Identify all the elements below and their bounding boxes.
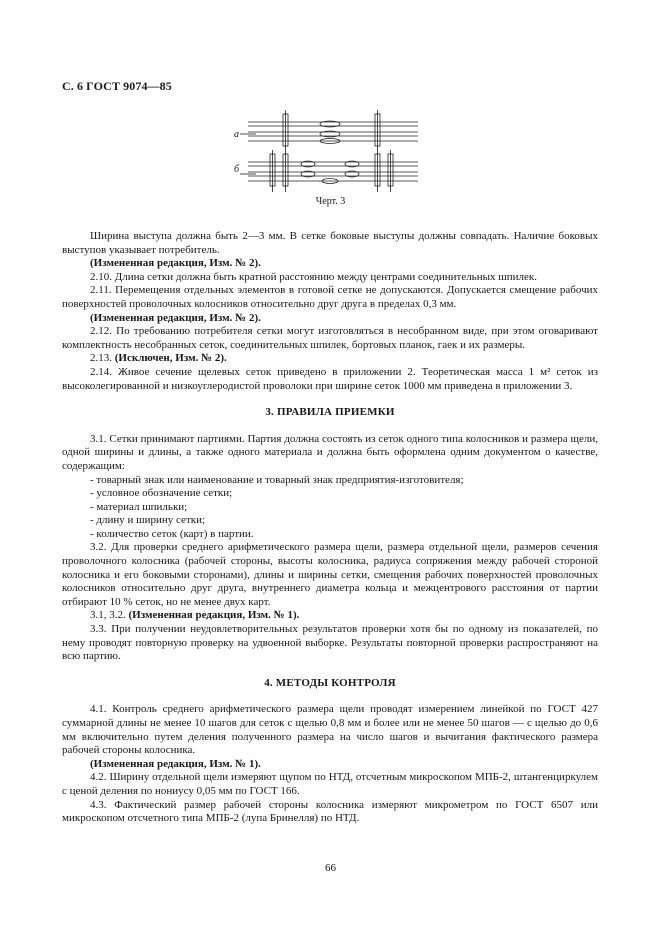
paragraph-3-2: 3.2. Для проверки среднего арифметического размера щели, размера отдельной щели, размеров сечения проволочного колосника (рабочей стороны, высоты колосника, радиуса сопряжения между рабочей стороной колосника и его боковыми сторонами), длины и ширины сетки, смещения рабочих поверхностей проволочных колосников относительно друг друга, внутреннего диаметра кольца и межцентрового расстояния от партии отбирают 10 % сеток, но не менее двух карт.	[62, 541, 598, 608]
section-title-methods: 4. МЕТОДЫ КОНТРОЛЯ	[264, 676, 396, 689]
paragraph-number: 2.13.	[90, 352, 115, 365]
list-item: - длину и ширину сетки;	[90, 514, 206, 527]
paragraph-2-14: 2.14. Живое сечение щелевых сеток приведено в приложении 2. Теоретическая масса 1 м² сеток из высоколегированной и низкоуглеродистой проволоки при ширине сеток 1000 мм приведена в приложении 3.	[62, 365, 598, 392]
paragraph-protrusion: Ширина выступа должна быть 2—3 мм. В сетке боковые выступы должны совпадать. Наличие боковых выступов указывает потребитель.	[62, 230, 598, 256]
revision-note: (Измененная редакция, Изм. № 2).	[90, 311, 261, 324]
revision-note: (Исключен, Изм. № 2).	[114, 352, 227, 365]
document-body	[62, 230, 598, 826]
paragraph-3-1: 3.1. Сетки принимают партиями. Партия должна состоять из сеток одного типа колосников и размера щели, одной ширины и длины, а также одного материала и должна быть оформлена одним документом о качестве, содержащим:	[62, 432, 598, 472]
list-item: - материал шпильки;	[90, 500, 188, 513]
section-title-acceptance: 3. ПРАВИЛА ПРИЕМКИ	[265, 406, 395, 419]
paragraph-2-10: 2.10. Длина сетки должна быть кратной расстоянию между центрами соединительных шпилек.	[90, 270, 537, 283]
figure-label-b: б	[234, 164, 240, 175]
list-item: - условное обозначение сетки;	[90, 487, 233, 500]
paragraph-4-2: 4.2. Ширину отдельной щели измеряют щупом по НТД, отсчетным микроскопом МПБ-2, штангенциркулем с ценой деления по нониусу 0,05 мм по ГОСТ 166.	[62, 771, 598, 797]
paragraph-3-3: 3.3. При получении неудовлетворительных результатов проверки хотя бы по одному из показателей, по нему проводят повторную проверку на удвоенной выборке. Результаты повторной проверки распространяют на всю партию.	[62, 623, 598, 663]
paragraph-4-3: 4.3. Фактический размер рабочей стороны колосника измеряют микрометром по ГОСТ 6507 или микроскопом отсчетного типа МПБ-2 (лупа Бринелля) по НТД.	[62, 798, 598, 825]
revision-note: (Измененная редакция, Изм. № 1).	[90, 757, 261, 770]
revision-note: (Измененная редакция, Изм. № 1).	[128, 609, 300, 622]
paragraph-4-1: 4.1. Контроль среднего арифметического размера щели проводят измерением линейкой по ГОСТ 427 суммарной длины не менее 10 шагов для сеток с щелью 0,8 мм и более или не менее 50 шагов — с щелью до 0,6 мм включительно путем деления полученного размера на число шагов и вычитания фактического размера рабочей стороны колосника.	[62, 703, 598, 757]
list-item: - количество сеток (карт) в партии.	[90, 527, 254, 540]
mesh-view-b	[248, 150, 418, 192]
mesh-view-a	[248, 110, 418, 150]
mesh-drawing	[228, 108, 428, 206]
paragraph-2-11: 2.11. Перемещения отдельных элементов в готовой сетке не допускаются. Допускается смещение рабочих поверхностей проволочных колосников относительно друг друга в пределах 0,3 мм.	[62, 284, 598, 310]
paragraph-2-12: 2.12. По требованию потребителя сетки могут изготовляться в несобранном виде, при этом оговаривают комплектность несобранных сеток, соединительных шпилек, бортовых планок, гаек и их размеры.	[62, 325, 598, 351]
revision-note: (Измененная редакция, Изм. № 2).	[90, 257, 261, 270]
paragraph-2-13	[62, 352, 598, 366]
figure-label-a: а	[234, 129, 239, 140]
list-item: - товарный знак или наименование и товарный знак предприятия-изготовителя;	[90, 473, 464, 486]
paragraph-3-1-3-2-revision	[62, 609, 598, 623]
figure-caption: Черт. 3	[315, 196, 346, 207]
page-header: С. 6 ГОСТ 9074—85	[62, 79, 172, 93]
page-number: 66	[325, 862, 336, 874]
paragraph-number: 3.1, 3.2.	[90, 609, 129, 622]
